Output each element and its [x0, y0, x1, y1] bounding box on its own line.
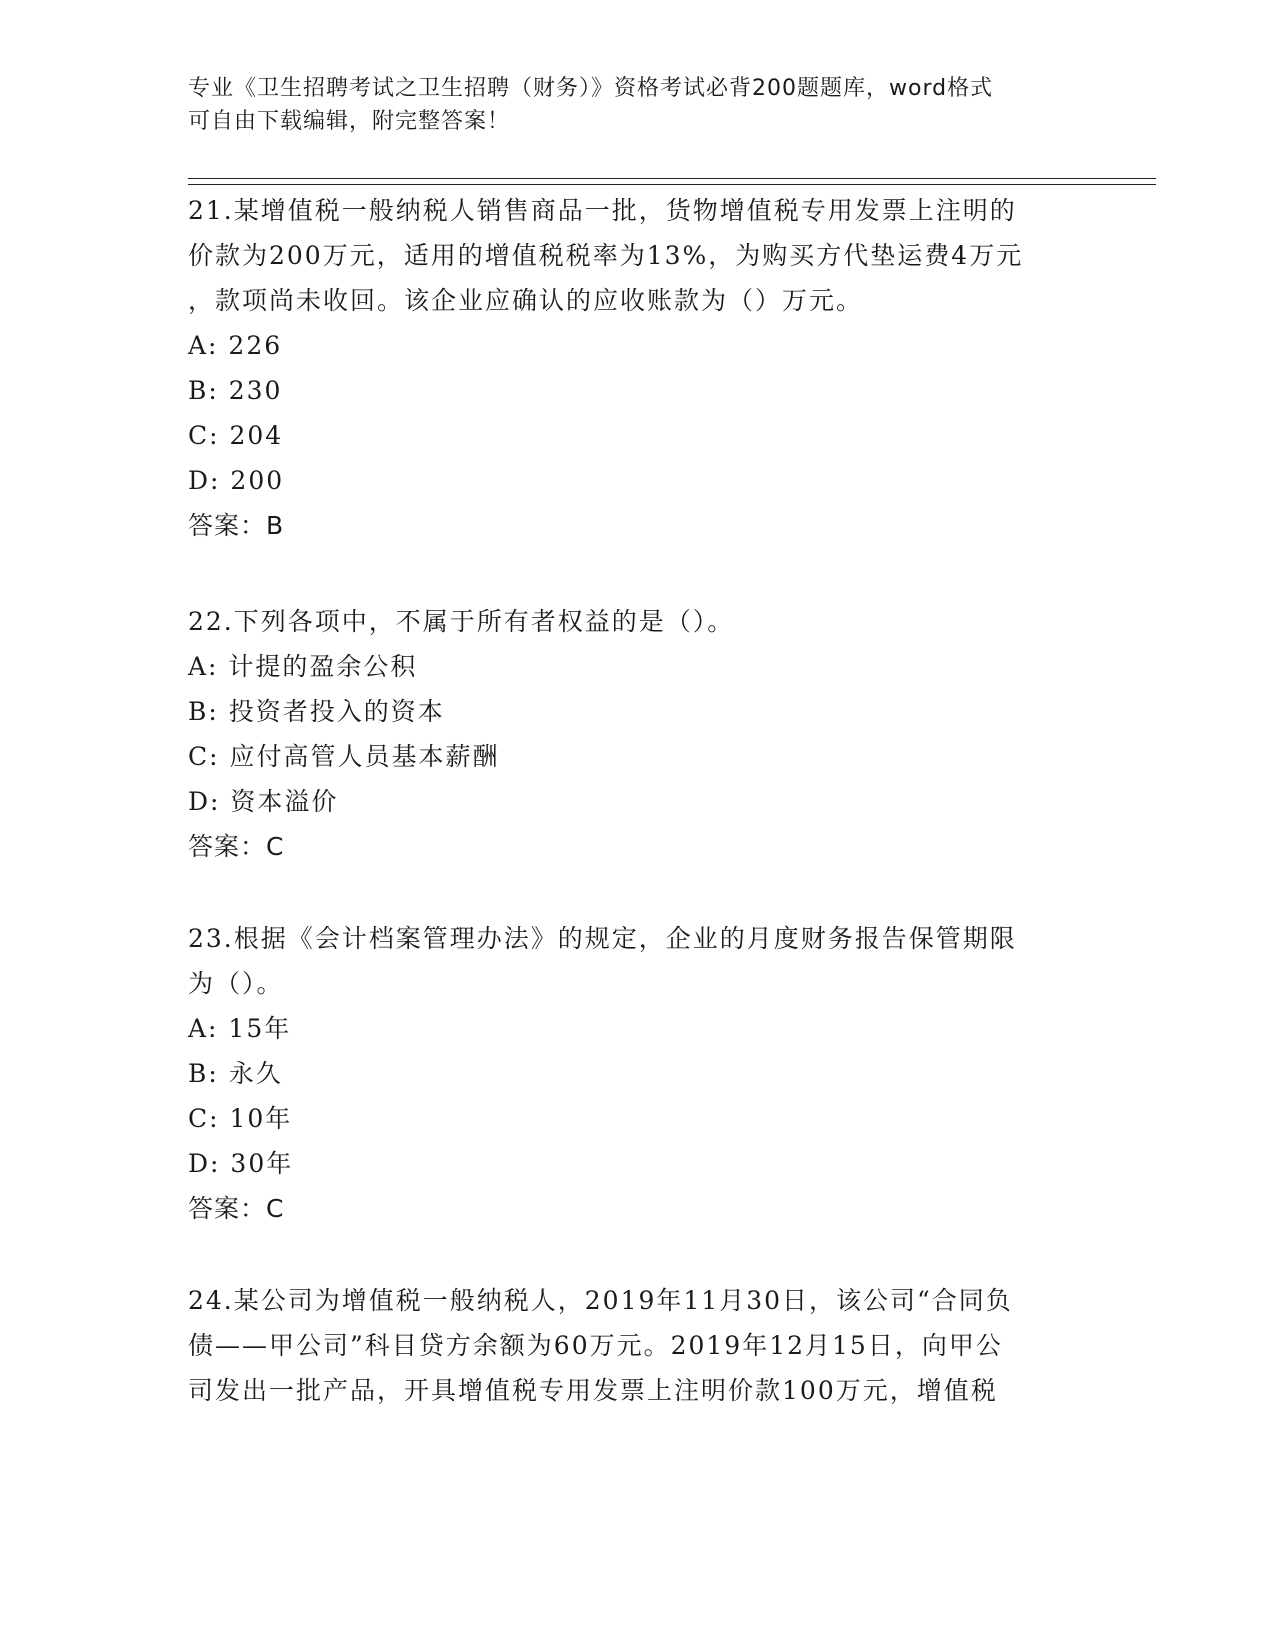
question-stem-line: 24.某公司为增值税一般纳税人，2019年11月30日，该公司“合同负	[188, 1286, 1013, 1315]
answer: 答案：C	[188, 832, 285, 861]
question-stem-line: 债——甲公司”科目贷方余额为60万元。2019年12月15日，向甲公	[188, 1331, 1003, 1360]
question-stem-line: 价款为200万元，适用的增值税税率为13%，为购买方代垫运费4万元	[188, 241, 1024, 270]
question-24	[188, 1278, 1088, 1413]
question-stem-line: ，款项尚未收回。该企业应确认的应收账款为（）万元。	[188, 286, 864, 315]
option-b: B: 投资者投入的资本	[188, 697, 445, 726]
answer: 答案：C	[188, 1194, 285, 1223]
question-23	[188, 916, 1088, 1232]
header-divider-bottom	[188, 184, 1156, 185]
option-b: B: 永久	[188, 1059, 283, 1088]
option-c: C: 应付高管人员基本薪酬	[188, 742, 500, 771]
question-stem-line: 司发出一批产品，开具增值税专用发票上注明价款100万元，增值税	[188, 1376, 998, 1405]
header-divider-top	[188, 178, 1156, 179]
question-stem-line: 21.某增值税一般纳税人销售商品一批，货物增值税专用发票上注明的	[188, 196, 1017, 225]
option-a: A: 15年	[188, 1014, 292, 1043]
question-21	[188, 188, 1088, 549]
question-stem-line: 23.根据《会计档案管理办法》的规定，企业的月度财务报告保管期限	[188, 924, 1017, 953]
option-c: C: 204	[188, 421, 284, 450]
header-line-1: 专业《卫生招聘考试之卫生招聘（财务）》资格考试必背200题题库，word格式	[188, 76, 994, 101]
question-stem-line: 22.下列各项中，不属于所有者权益的是（）。	[188, 607, 735, 636]
option-d: D: 资本溢价	[188, 787, 339, 816]
document-header	[188, 72, 1088, 138]
answer: 答案：B	[188, 511, 285, 540]
option-d: D: 30年	[188, 1149, 294, 1178]
option-a: A: 计提的盈余公积	[188, 652, 418, 681]
header-line-2: 可自由下载编辑，附完整答案！	[188, 109, 511, 134]
question-22	[188, 599, 1088, 870]
option-a: A: 226	[188, 331, 283, 360]
question-stem-line: 为（）。	[188, 969, 284, 998]
option-b: B: 230	[188, 376, 283, 405]
option-c: C: 10年	[188, 1104, 293, 1133]
option-d: D: 200	[188, 466, 285, 495]
